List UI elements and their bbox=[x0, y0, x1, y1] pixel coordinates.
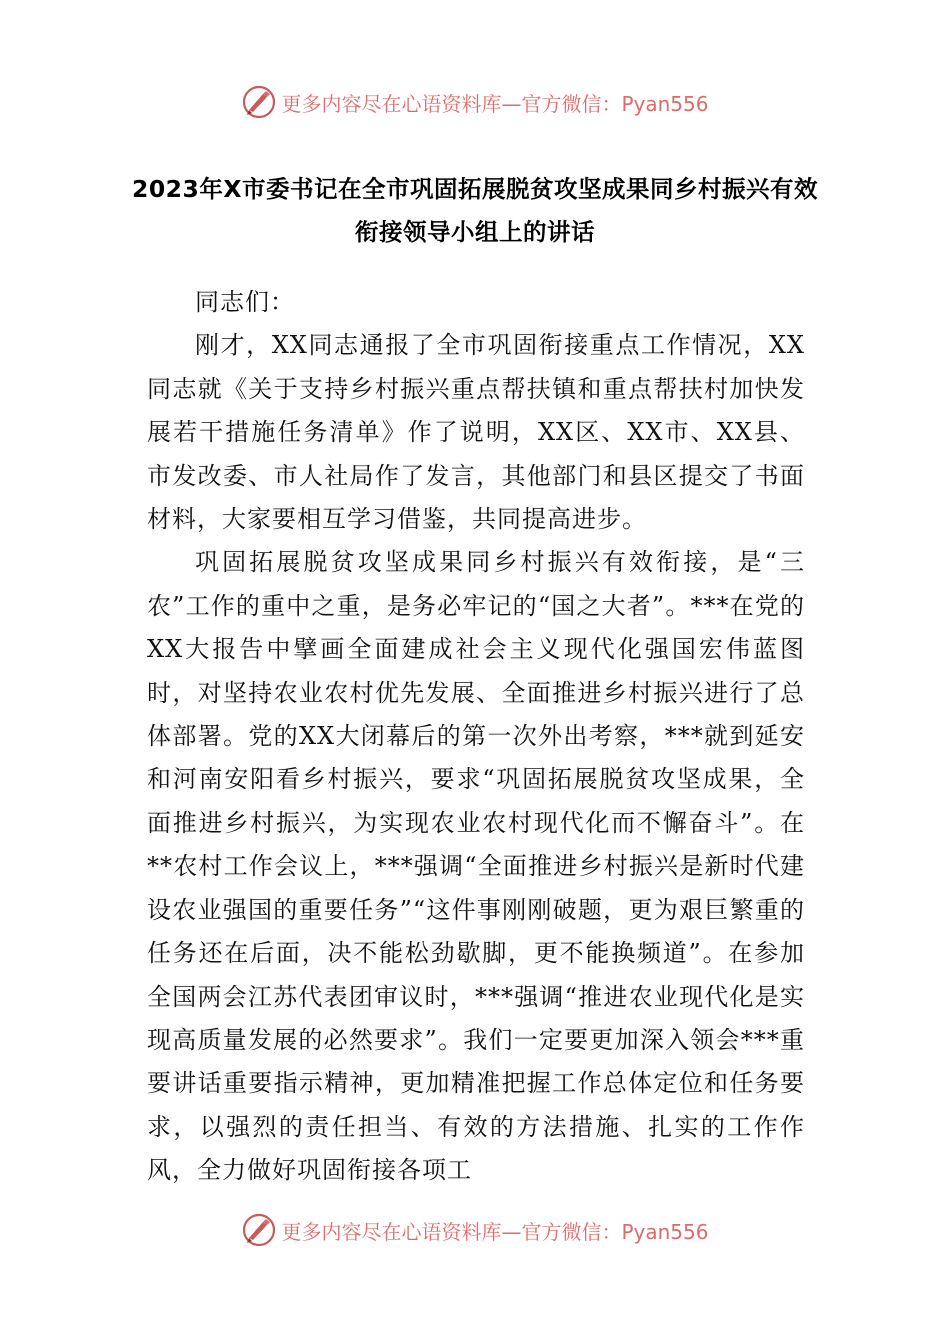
pen-logo-icon bbox=[241, 84, 277, 120]
document-body bbox=[147, 281, 805, 1193]
pen-logo-icon bbox=[241, 1212, 277, 1248]
paragraph: 刚才，XX同志通报了全市巩固衔接重点工作情况，XX同志就《关于支持乡村振兴重点帮扶镇和重点帮扶村加快发展若干措施任务清单》作了说明，XX区、XX市、XX县、市发改委、市人社局作了发言，其他部门和县区提交了书面材料，大家要相互学习借鉴，共同提高进步。 bbox=[147, 331, 805, 534]
greeting: 同志们： bbox=[195, 288, 295, 316]
header-watermark bbox=[0, 82, 950, 122]
footer-watermark bbox=[0, 1210, 950, 1250]
watermark-text: 更多内容尽在心语资料库—官方微信：Pyan556 bbox=[281, 91, 709, 116]
watermark-text: 更多内容尽在心语资料库—官方微信：Pyan556 bbox=[281, 1219, 709, 1244]
document-title: 2023年X市委书记在全市巩固拓展脱贫攻坚成果同乡村振兴有效衔接领导小组上的讲话 bbox=[131, 175, 819, 246]
paragraph: 巩固拓展脱贫攻坚成果同乡村振兴有效衔接，是“三农”工作的重中之重，是务必牢记的“国之大者”。***在党的XX大报告中擘画全面建成社会主义现代化强国宏伟蓝图时，对坚持农业农村优先发展、全面推进乡村振兴进行了总体部署。党的XX大闭幕后的第一次外出考察，***就到延安和河南安阳看乡村振兴，要求“巩固拓展脱贫攻坚成果，全面推进乡村振兴，为实现农业农村现代化而不懈奋斗”。在**农村工作会议上，***强调“全面推进乡村振兴是新时代建设农业强国的重要任务”“这件事刚刚破题，更为艰巨繁重的任务还在后面，决不能松劲歇脚，更不能换频道”。在参加全国两会江苏代表团审议时，***强调“推进农业现代化是实现高质量发展的必然要求”。我们一定要更加深入领会***重要讲话重要指示精神，更加精准把握工作总体定位和任务要求，以强烈的责任担当、有效的方法措施、扎实的工作作风，全力做好巩固衔接各项工 bbox=[147, 548, 805, 1185]
